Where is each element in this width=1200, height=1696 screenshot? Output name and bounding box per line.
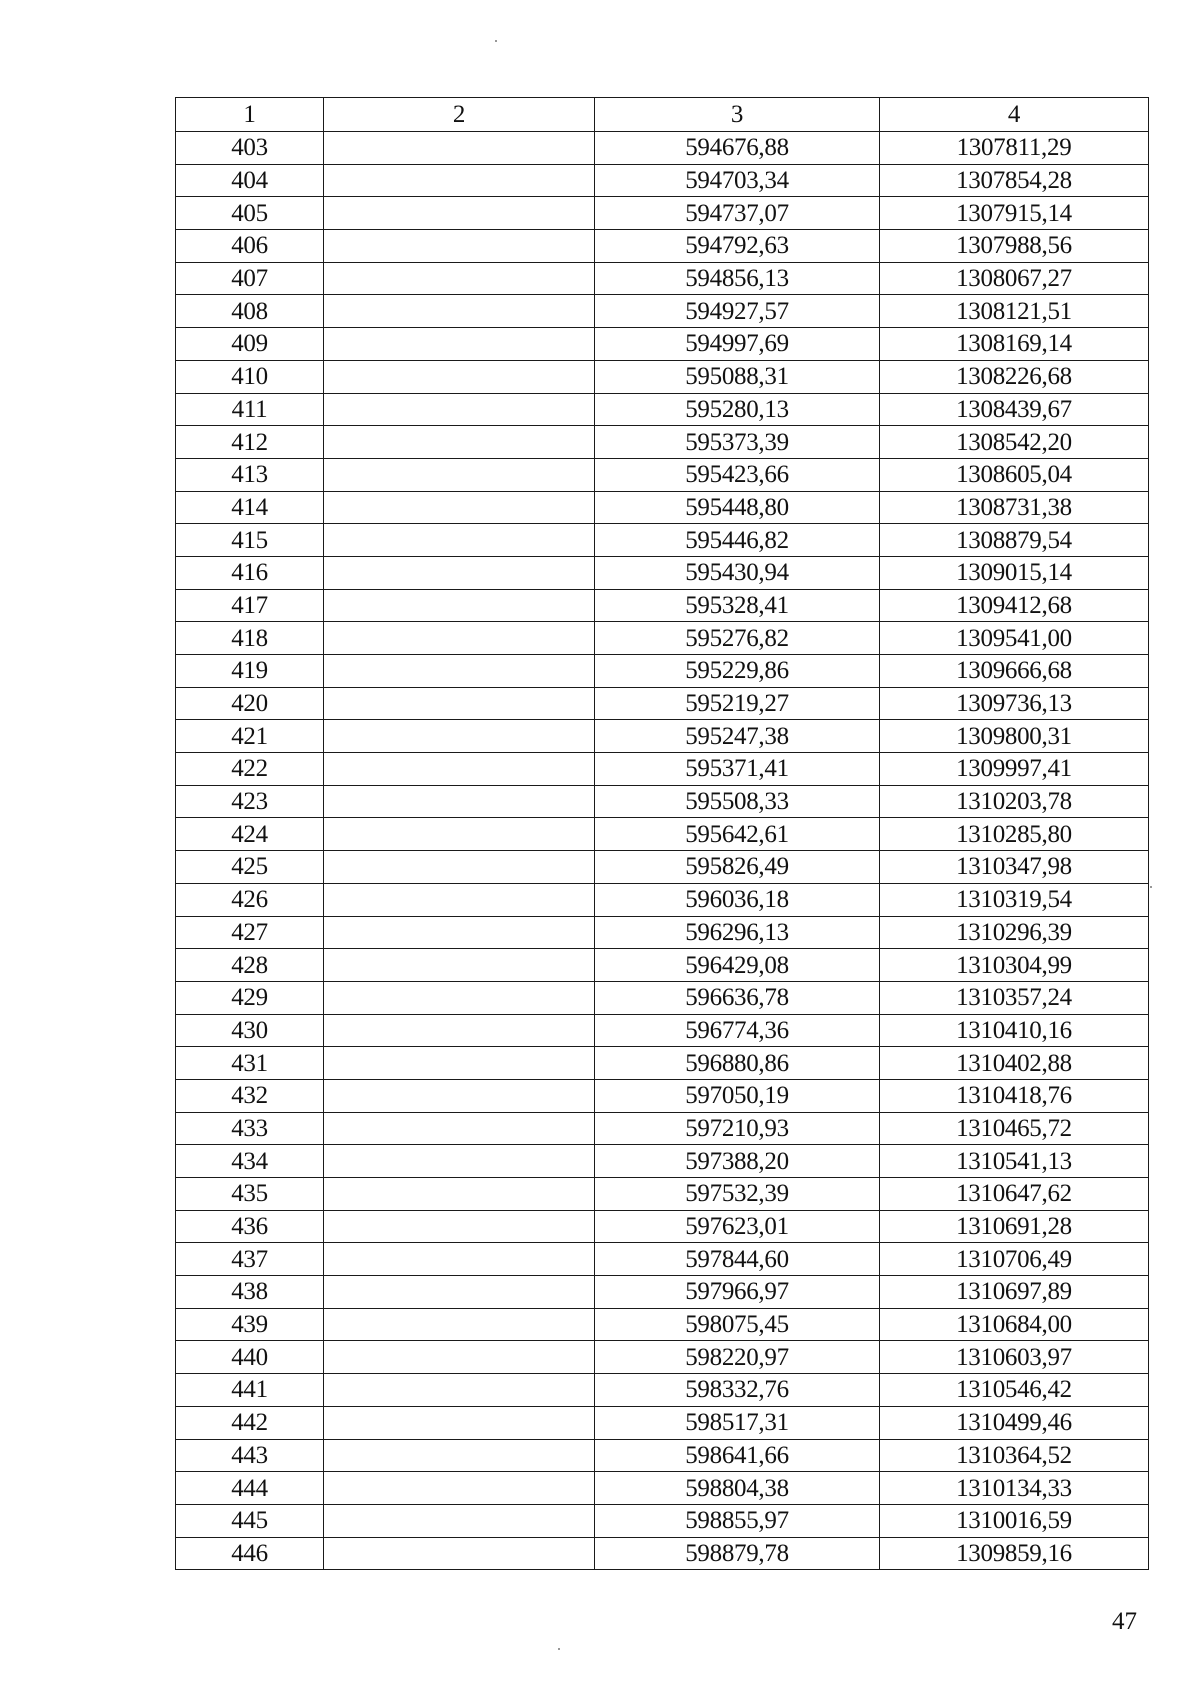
table-row [176, 1472, 1149, 1505]
description-cell [324, 1308, 595, 1341]
x-coordinate-cell: 596774,36 [595, 1014, 880, 1047]
description-cell [324, 1472, 595, 1505]
x-coordinate-cell: 595229,86 [595, 655, 880, 688]
x-coordinate-cell: 597532,39 [595, 1178, 880, 1211]
table-row [176, 393, 1149, 426]
y-coordinate-cell: 1309997,41 [880, 753, 1149, 786]
x-coordinate-cell: 594703,34 [595, 164, 880, 197]
y-coordinate-cell: 1310499,46 [880, 1406, 1149, 1439]
x-coordinate-cell: 596880,86 [595, 1047, 880, 1080]
column-header-1: 1 [176, 98, 324, 132]
x-coordinate-cell: 595328,41 [595, 589, 880, 622]
y-coordinate-cell: 1309800,31 [880, 720, 1149, 753]
y-coordinate-cell: 1307988,56 [880, 230, 1149, 263]
y-coordinate-cell: 1307811,29 [880, 132, 1149, 165]
x-coordinate-cell: 594737,07 [595, 197, 880, 230]
scan-speck [558, 1648, 560, 1650]
point-number-cell: 432 [176, 1079, 324, 1112]
table-row [176, 197, 1149, 230]
x-coordinate-cell: 598220,97 [595, 1341, 880, 1374]
y-coordinate-cell: 1310016,59 [880, 1504, 1149, 1537]
description-cell [324, 132, 595, 165]
table-row [176, 1406, 1149, 1439]
y-coordinate-cell: 1310285,80 [880, 818, 1149, 851]
x-coordinate-cell: 595448,80 [595, 491, 880, 524]
point-number-cell: 444 [176, 1472, 324, 1505]
table-row [176, 1276, 1149, 1309]
y-coordinate-cell: 1308605,04 [880, 458, 1149, 491]
point-number-cell: 436 [176, 1210, 324, 1243]
y-coordinate-cell: 1309412,68 [880, 589, 1149, 622]
point-number-cell: 415 [176, 524, 324, 557]
table-row [176, 851, 1149, 884]
description-cell [324, 262, 595, 295]
description-cell [324, 1145, 595, 1178]
description-cell [324, 1243, 595, 1276]
point-number-cell: 418 [176, 622, 324, 655]
x-coordinate-cell: 595508,33 [595, 785, 880, 818]
table-row [176, 262, 1149, 295]
description-cell [324, 458, 595, 491]
x-coordinate-cell: 598855,97 [595, 1504, 880, 1537]
y-coordinate-cell: 1309541,00 [880, 622, 1149, 655]
description-cell [324, 1178, 595, 1211]
y-coordinate-cell: 1310691,28 [880, 1210, 1149, 1243]
point-number-cell: 417 [176, 589, 324, 622]
y-coordinate-cell: 1310203,78 [880, 785, 1149, 818]
point-number-cell: 406 [176, 230, 324, 263]
point-number-cell: 435 [176, 1178, 324, 1211]
description-cell [324, 360, 595, 393]
y-coordinate-cell: 1310402,88 [880, 1047, 1149, 1080]
point-number-cell: 421 [176, 720, 324, 753]
y-coordinate-cell: 1310647,62 [880, 1178, 1149, 1211]
scan-speck [495, 40, 497, 42]
x-coordinate-cell: 596429,08 [595, 949, 880, 982]
description-cell [324, 818, 595, 851]
x-coordinate-cell: 597623,01 [595, 1210, 880, 1243]
table-row [176, 883, 1149, 916]
y-coordinate-cell: 1310546,42 [880, 1374, 1149, 1407]
x-coordinate-cell: 595826,49 [595, 851, 880, 884]
table-row [176, 1504, 1149, 1537]
x-coordinate-cell: 597844,60 [595, 1243, 880, 1276]
point-number-cell: 442 [176, 1406, 324, 1439]
point-number-cell: 439 [176, 1308, 324, 1341]
table-row [176, 1308, 1149, 1341]
description-cell [324, 1504, 595, 1537]
description-cell [324, 491, 595, 524]
x-coordinate-cell: 594927,57 [595, 295, 880, 328]
table-row [176, 1439, 1149, 1472]
table-row [176, 655, 1149, 688]
y-coordinate-cell: 1310697,89 [880, 1276, 1149, 1309]
point-number-cell: 412 [176, 426, 324, 459]
y-coordinate-cell: 1310684,00 [880, 1308, 1149, 1341]
description-cell [324, 164, 595, 197]
y-coordinate-cell: 1308226,68 [880, 360, 1149, 393]
x-coordinate-cell: 595642,61 [595, 818, 880, 851]
point-number-cell: 433 [176, 1112, 324, 1145]
x-coordinate-cell: 594997,69 [595, 328, 880, 361]
description-cell [324, 655, 595, 688]
y-coordinate-cell: 1310465,72 [880, 1112, 1149, 1145]
table-row [176, 720, 1149, 753]
y-coordinate-cell: 1308067,27 [880, 262, 1149, 295]
x-coordinate-cell: 598517,31 [595, 1406, 880, 1439]
y-coordinate-cell: 1310364,52 [880, 1439, 1149, 1472]
y-coordinate-cell: 1310541,13 [880, 1145, 1149, 1178]
table-row [176, 1537, 1149, 1570]
y-coordinate-cell: 1309666,68 [880, 655, 1149, 688]
point-number-cell: 438 [176, 1276, 324, 1309]
description-cell [324, 197, 595, 230]
y-coordinate-cell: 1308879,54 [880, 524, 1149, 557]
description-cell [324, 883, 595, 916]
y-coordinate-cell: 1308439,67 [880, 393, 1149, 426]
point-number-cell: 437 [176, 1243, 324, 1276]
column-header-3: 3 [595, 98, 880, 132]
x-coordinate-cell: 596636,78 [595, 981, 880, 1014]
description-cell [324, 753, 595, 786]
description-cell [324, 1341, 595, 1374]
column-header-2: 2 [324, 98, 595, 132]
table-row [176, 491, 1149, 524]
description-cell [324, 1112, 595, 1145]
description-cell [324, 1374, 595, 1407]
x-coordinate-cell: 598804,38 [595, 1472, 880, 1505]
table-row [176, 1243, 1149, 1276]
table-row [176, 1014, 1149, 1047]
description-cell [324, 1439, 595, 1472]
x-coordinate-cell: 595423,66 [595, 458, 880, 491]
description-cell [324, 393, 595, 426]
table-row [176, 589, 1149, 622]
table-row [176, 295, 1149, 328]
x-coordinate-cell: 595371,41 [595, 753, 880, 786]
y-coordinate-cell: 1309015,14 [880, 556, 1149, 589]
table-row [176, 753, 1149, 786]
table-row [176, 1047, 1149, 1080]
x-coordinate-cell: 598075,45 [595, 1308, 880, 1341]
description-cell [324, 328, 595, 361]
table-row [176, 1210, 1149, 1243]
point-number-cell: 410 [176, 360, 324, 393]
point-number-cell: 426 [176, 883, 324, 916]
table-row [176, 949, 1149, 982]
x-coordinate-cell: 598332,76 [595, 1374, 880, 1407]
y-coordinate-cell: 1308169,14 [880, 328, 1149, 361]
x-coordinate-cell: 595219,27 [595, 687, 880, 720]
point-number-cell: 428 [176, 949, 324, 982]
x-coordinate-cell: 594856,13 [595, 262, 880, 295]
y-coordinate-cell: 1308121,51 [880, 295, 1149, 328]
description-cell [324, 1537, 595, 1570]
x-coordinate-cell: 595088,31 [595, 360, 880, 393]
description-cell [324, 1079, 595, 1112]
description-cell [324, 295, 595, 328]
point-number-cell: 403 [176, 132, 324, 165]
y-coordinate-cell: 1309736,13 [880, 687, 1149, 720]
description-cell [324, 785, 595, 818]
x-coordinate-cell: 594792,63 [595, 230, 880, 263]
y-coordinate-cell: 1310410,16 [880, 1014, 1149, 1047]
description-cell [324, 720, 595, 753]
table-row [176, 1145, 1149, 1178]
description-cell [324, 589, 595, 622]
table-row [176, 981, 1149, 1014]
point-number-cell: 404 [176, 164, 324, 197]
description-cell [324, 622, 595, 655]
table-row [176, 328, 1149, 361]
description-cell [324, 1210, 595, 1243]
coordinates-table [175, 97, 1149, 1570]
point-number-cell: 405 [176, 197, 324, 230]
point-number-cell: 420 [176, 687, 324, 720]
description-cell [324, 524, 595, 557]
table-row [176, 230, 1149, 263]
point-number-cell: 446 [176, 1537, 324, 1570]
table-row [176, 360, 1149, 393]
y-coordinate-cell: 1307915,14 [880, 197, 1149, 230]
y-coordinate-cell: 1310347,98 [880, 851, 1149, 884]
point-number-cell: 414 [176, 491, 324, 524]
point-number-cell: 434 [176, 1145, 324, 1178]
x-coordinate-cell: 597966,97 [595, 1276, 880, 1309]
y-coordinate-cell: 1310134,33 [880, 1472, 1149, 1505]
point-number-cell: 445 [176, 1504, 324, 1537]
point-number-cell: 419 [176, 655, 324, 688]
table-row [176, 426, 1149, 459]
table-row [176, 524, 1149, 557]
point-number-cell: 413 [176, 458, 324, 491]
x-coordinate-cell: 596296,13 [595, 916, 880, 949]
x-coordinate-cell: 597210,93 [595, 1112, 880, 1145]
table-row [176, 785, 1149, 818]
description-cell [324, 1047, 595, 1080]
table-row [176, 818, 1149, 851]
y-coordinate-cell: 1310603,97 [880, 1341, 1149, 1374]
y-coordinate-cell: 1309859,16 [880, 1537, 1149, 1570]
point-number-cell: 409 [176, 328, 324, 361]
x-coordinate-cell: 595280,13 [595, 393, 880, 426]
table-row [176, 164, 1149, 197]
y-coordinate-cell: 1310706,49 [880, 1243, 1149, 1276]
y-coordinate-cell: 1310418,76 [880, 1079, 1149, 1112]
table-header-row [176, 98, 1149, 132]
table-row [176, 132, 1149, 165]
table-row [176, 1374, 1149, 1407]
point-number-cell: 408 [176, 295, 324, 328]
table-row [176, 916, 1149, 949]
y-coordinate-cell: 1310357,24 [880, 981, 1149, 1014]
description-cell [324, 916, 595, 949]
x-coordinate-cell: 595276,82 [595, 622, 880, 655]
point-number-cell: 407 [176, 262, 324, 295]
description-cell [324, 949, 595, 982]
x-coordinate-cell: 595247,38 [595, 720, 880, 753]
x-coordinate-cell: 597050,19 [595, 1079, 880, 1112]
x-coordinate-cell: 594676,88 [595, 132, 880, 165]
description-cell [324, 851, 595, 884]
description-cell [324, 1014, 595, 1047]
x-coordinate-cell: 597388,20 [595, 1145, 880, 1178]
table-row [176, 687, 1149, 720]
point-number-cell: 416 [176, 556, 324, 589]
point-number-cell: 431 [176, 1047, 324, 1080]
description-cell [324, 556, 595, 589]
x-coordinate-cell: 596036,18 [595, 883, 880, 916]
point-number-cell: 411 [176, 393, 324, 426]
x-coordinate-cell: 595430,94 [595, 556, 880, 589]
table-row [176, 622, 1149, 655]
scan-speck [1150, 886, 1152, 888]
point-number-cell: 423 [176, 785, 324, 818]
y-coordinate-cell: 1310296,39 [880, 916, 1149, 949]
point-number-cell: 441 [176, 1374, 324, 1407]
point-number-cell: 443 [176, 1439, 324, 1472]
point-number-cell: 427 [176, 916, 324, 949]
description-cell [324, 981, 595, 1014]
x-coordinate-cell: 595446,82 [595, 524, 880, 557]
description-cell [324, 1276, 595, 1309]
point-number-cell: 424 [176, 818, 324, 851]
y-coordinate-cell: 1310304,99 [880, 949, 1149, 982]
table-row [176, 1178, 1149, 1211]
x-coordinate-cell: 595373,39 [595, 426, 880, 459]
description-cell [324, 426, 595, 459]
y-coordinate-cell: 1307854,28 [880, 164, 1149, 197]
point-number-cell: 422 [176, 753, 324, 786]
point-number-cell: 425 [176, 851, 324, 884]
y-coordinate-cell: 1310319,54 [880, 883, 1149, 916]
column-header-4: 4 [880, 98, 1149, 132]
table-row [176, 1079, 1149, 1112]
x-coordinate-cell: 598879,78 [595, 1537, 880, 1570]
table-row [176, 458, 1149, 491]
description-cell [324, 230, 595, 263]
point-number-cell: 440 [176, 1341, 324, 1374]
table-body [176, 132, 1149, 1570]
page-number: 47 [1112, 1608, 1137, 1635]
table-row [176, 1341, 1149, 1374]
x-coordinate-cell: 598641,66 [595, 1439, 880, 1472]
point-number-cell: 430 [176, 1014, 324, 1047]
description-cell [324, 687, 595, 720]
point-number-cell: 429 [176, 981, 324, 1014]
y-coordinate-cell: 1308542,20 [880, 426, 1149, 459]
table-row [176, 556, 1149, 589]
description-cell [324, 1406, 595, 1439]
table-row [176, 1112, 1149, 1145]
y-coordinate-cell: 1308731,38 [880, 491, 1149, 524]
